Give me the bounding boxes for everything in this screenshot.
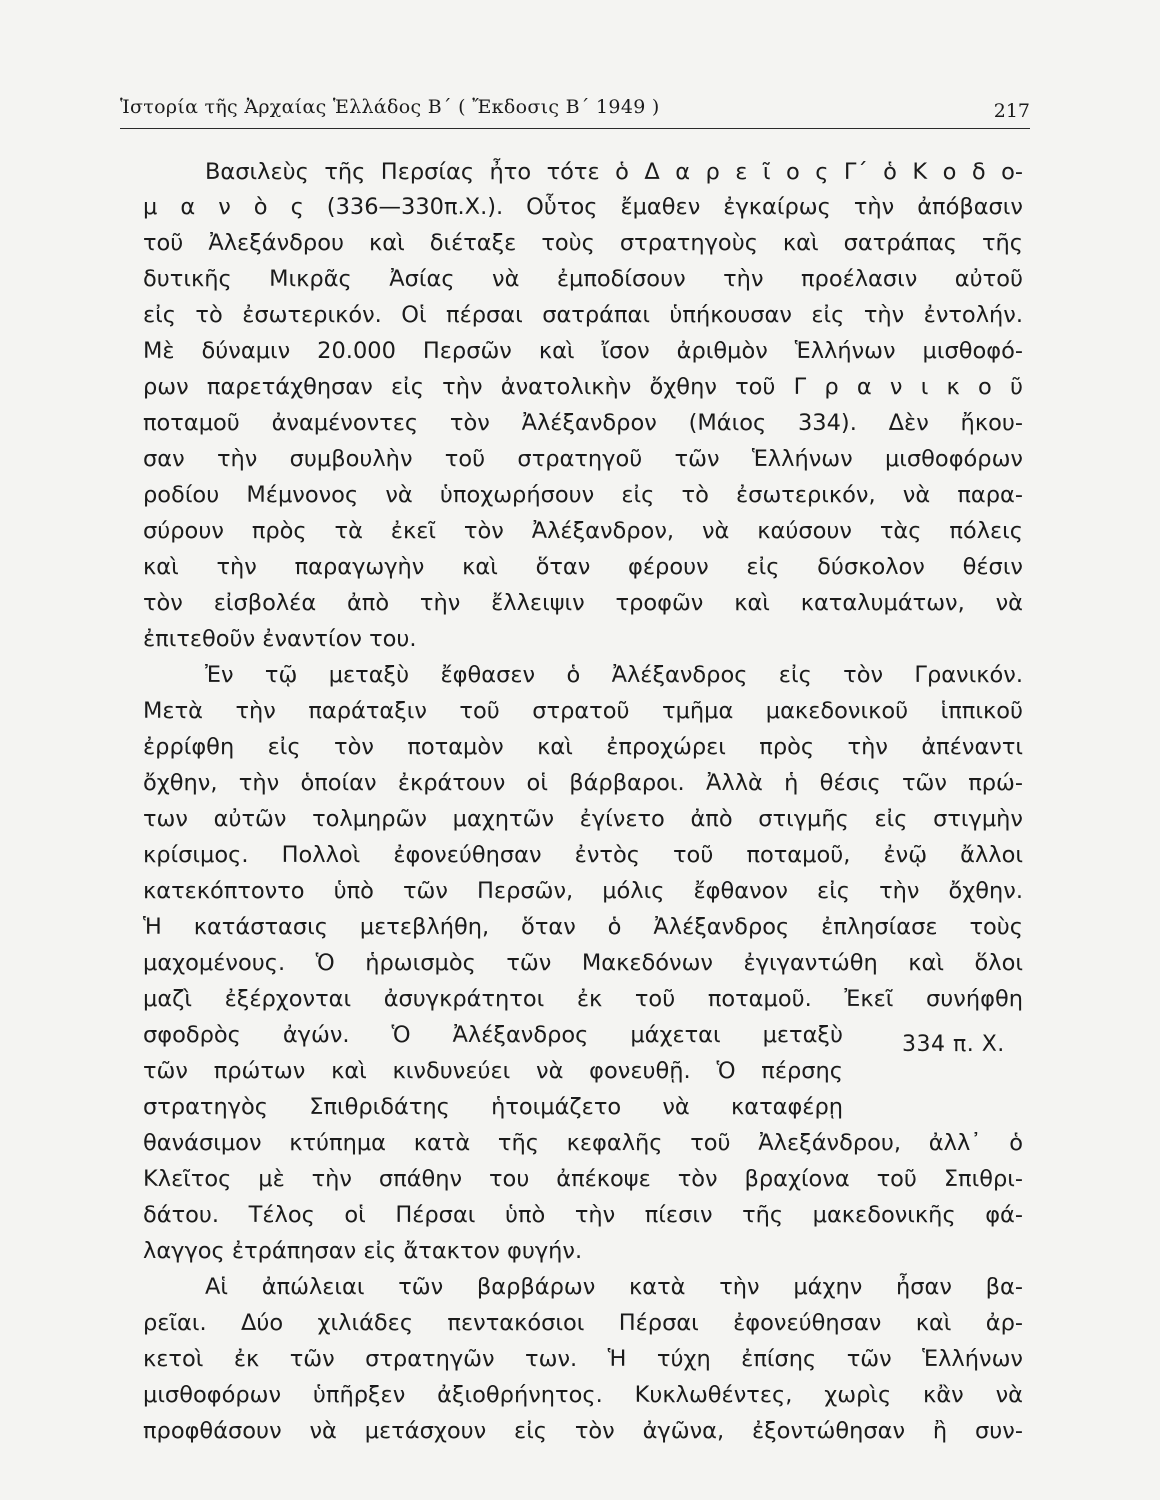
text-line: σφοδρὸς ἀγών. Ὁ Ἀλέξανδρος μάχεται μεταξὺ: [143, 1022, 843, 1048]
text-line: λαγγος ἐτράπησαν εἰς ἄτακτον φυγήν.: [143, 1238, 583, 1264]
running-title: Ἱστορία τῆς Ἀρχαίας Ἑλλάδος Β΄ ( Ἔκδοσις Β΄ 1949 ): [120, 96, 660, 118]
text-line: Κλεῖτος μὲ τὴν σπάθην του ἀπέκοψε τὸν βραχίονα τοῦ Σπιθρι-: [143, 1166, 1023, 1192]
text-line: τὸν εἰσβολέα ἀπὸ τὴν ἔλλειψιν τροφῶν καὶ καταλυμάτων, νὰ: [143, 590, 1023, 616]
text-line: Μὲ δύναμιν 20.000 Περσῶν καὶ ἴσον ἀριθμὸν Ἑλλήνων μισθοφό-: [143, 338, 1023, 364]
text-line: δυτικῆς Μικρᾶς Ἀσίας νὰ ἐμποδίσουν τὴν προέλασιν αὐτοῦ: [143, 266, 1023, 292]
text-line: κατεκόπτοντο ὑπὸ τῶν Περσῶν, μόλις ἔφθανον εἰς τὴν ὄχθην.: [143, 878, 1023, 904]
text-line: ὄχθην, τὴν ὁποίαν ἐκράτουν οἱ βάρβαροι. Ἀλλὰ ἡ θέσις τῶν πρώ-: [143, 770, 1023, 796]
text-line: καὶ τὴν παραγωγὴν καὶ ὅταν φέρουν εἰς δύσκολον θέσιν: [143, 554, 1023, 580]
text-line: σαν τὴν συμβουλὴν τοῦ στρατηγοῦ τῶν Ἑλλήνων μισθοφόρων: [143, 446, 1023, 472]
text-line: Ἐν τῷ μεταξὺ ἔφθασεν ὁ Ἀλέξανδρος εἰς τὸν Γρανικόν.: [205, 662, 1023, 688]
text-line: Μετὰ τὴν παράταξιν τοῦ στρατοῦ τμῆμα μακεδονικοῦ ἱππικοῦ: [143, 698, 1023, 724]
page-number: 217: [993, 100, 1030, 122]
text-line: δάτου. Τέλος οἱ Πέρσαι ὑπὸ τὴν πίεσιν τῆς μακεδονικῆς φά-: [143, 1202, 1023, 1228]
text-line: κετοὶ ἐκ τῶν στρατηγῶν των. Ἡ τύχη ἐπίσης τῶν Ἑλλήνων: [143, 1346, 1023, 1372]
text-line: τῶν πρώτων καὶ κινδυνεύει νὰ φονευθῇ. Ὁ πέρσης: [143, 1058, 843, 1084]
text-line: Βασιλεὺς τῆς Περσίας ἦτο τότε ὁ Δ α ρ ε ῖ ο ς Γ΄ ὁ Κ ο δ ο-: [205, 159, 1023, 185]
text-line: ροδίου Μέμνονος νὰ ὑποχωρήσουν εἰς τὸ ἐσωτερικόν, νὰ παρα-: [143, 482, 1023, 508]
text-line: στρατηγὸς Σπιθριδάτης ἡτοιμάζετο νὰ καταφέρῃ: [143, 1094, 843, 1120]
text-line: τοῦ Ἀλεξάνδρου καὶ διέταξε τοὺς στρατηγοὺς καὶ σατράπας τῆς: [143, 230, 1023, 256]
margin-date-note: 334 π. Χ.: [902, 1032, 1005, 1057]
text-line: σύρουν πρὸς τὰ ἐκεῖ τὸν Ἀλέξανδρον, νὰ καύσουν τὰς πόλεις: [143, 518, 1023, 544]
text-line: ρων παρετάχθησαν εἰς τὴν ἀνατολικὴν ὄχθην τοῦ Γ ρ α ν ι κ ο ῦ: [143, 374, 1023, 400]
text-line: ἐρρίφθη εἰς τὸν ποταμὸν καὶ ἐπροχώρει πρὸς τὴν ἀπέναντι: [143, 734, 1023, 760]
text-line: ρεῖαι. Δύο χιλιάδες πεντακόσιοι Πέρσαι ἐφονεύθησαν καὶ ἀρ-: [143, 1310, 1023, 1336]
text-line: ἐπιτεθοῦν ἐναντίον του.: [143, 626, 417, 652]
text-line: προφθάσουν νὰ μετάσχουν εἰς τὸν ἀγῶνα, ἐξοντώθησαν ἢ συν-: [143, 1418, 1023, 1444]
text-line: των αὐτῶν τολμηρῶν μαχητῶν ἐγίνετο ἀπὸ στιγμῆς εἰς στιγμὴν: [143, 806, 1023, 832]
text-line: εἰς τὸ ἐσωτερικόν. Οἱ πέρσαι σατράπαι ὑπήκουσαν εἰς τὴν ἐντολήν.: [143, 302, 1023, 328]
text-line: ποταμοῦ ἀναμένοντες τὸν Ἀλέξανδρον (Μάιος 334). Δὲν ἤκου-: [143, 410, 1023, 436]
text-line: Αἱ ἀπώλειαι τῶν βαρβάρων κατὰ τὴν μάχην ἦσαν βα-: [205, 1274, 1023, 1300]
text-line: μισθοφόρων ὑπῆρξεν ἀξιοθρήνητος. Κυκλωθέντες, χωρὶς κἂν νὰ: [143, 1382, 1023, 1408]
text-line: Ἡ κατάστασις μετεβλήθη, ὅταν ὁ Ἀλέξανδρος ἐπλησίασε τοὺς: [143, 914, 1023, 940]
running-header: [120, 92, 1030, 129]
text-line: μ α ν ὸ ς (336—330π.Χ.). Οὗτος ἔμαθεν ἐγκαίρως τὴν ἀπόβασιν: [143, 194, 1023, 220]
text-line: μαχομένους. Ὁ ἡρωισμὸς τῶν Μακεδόνων ἐγιγαντώθη καὶ ὅλοι: [143, 950, 1023, 976]
text-line: θανάσιμον κτύπημα κατὰ τῆς κεφαλῆς τοῦ Ἀλεξάνδρου, ἀλλ᾽ ὁ: [143, 1130, 1023, 1156]
text-line: μαζὶ ἐξέρχονται ἀσυγκράτητοι ἐκ τοῦ ποταμοῦ. Ἐκεῖ συνήφθη: [143, 986, 1023, 1012]
text-line: κρίσιμος. Πολλοὶ ἐφονεύθησαν ἐντὸς τοῦ ποταμοῦ, ἐνῷ ἄλλοι: [143, 842, 1023, 868]
